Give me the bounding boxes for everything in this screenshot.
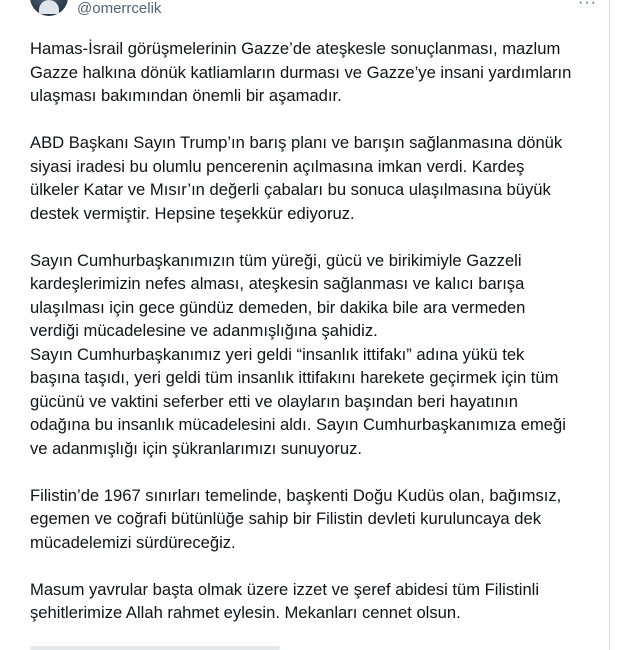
text-line: egemen ve coğrafi bütünlüğe sahip bir Filistin devleti kuruluncaya dek — [30, 509, 542, 528]
text-line: Hamas-İsrail görüşmelerinin Gazze’de ateşkesle sonuçlanması, mazlum — [30, 39, 561, 58]
paragraph-2 — [30, 131, 598, 225]
text-line: kardeşlerimizin nefes alması, ateşkesin sağlanması ve kalıcı barışa — [30, 274, 525, 293]
paragraph-5 — [30, 578, 598, 625]
text-line: Masum yavrular başta olmak üzere izzet ve şeref abidesi tüm Filistinli — [30, 579, 540, 599]
text-line: şehitlerimize Allah rahmet eylesin. Mekanları cennet olsun. — [30, 603, 461, 622]
text-line: gücünü ve vaktini seferber etti ve olayların başından beri hayatının — [30, 391, 518, 411]
text-line: ulaşılması için gece gündüz demeden, bir dakika bile ara vermeden — [30, 297, 526, 317]
post-timestamp-cutoff — [30, 646, 280, 650]
avatar[interactable] — [30, 0, 68, 16]
text-line: ülkeler Katar ve Mısır’ın değerli çabaları bu sonuca ulaşılmasına büyük — [30, 180, 551, 199]
text-line: ulaşması bakımından önemli bir aşamadır. — [30, 86, 342, 105]
text-line: Gazze halkına dönük katliamların durması ve Gazze’ye insani yardımların — [30, 62, 572, 82]
text-line: siyasi iradesi bu olumlu pencerenin açılmasına imkan verdi. Kardeş — [30, 156, 525, 176]
post-text — [30, 37, 598, 625]
text-line: Sayın Cumhurbaşkanımızın tüm yüreği, gücü ve birikimiyle Gazzeli — [30, 250, 522, 270]
paragraph-4 — [30, 484, 598, 555]
text-line: mücadelemizi sürdüreceğiz. — [30, 532, 236, 552]
text-line: destek vermiştir. Hepsine teşekkür ediyoruz. — [30, 203, 355, 223]
text-line: başına taşıdı, yeri geldi tüm insanlık ittifakını harekete geçirmek için tüm — [30, 368, 559, 387]
paragraph-3 — [30, 249, 598, 461]
text-line: odağına bu insanlık mücadelesini aldı. Sayın Cumhurbaşkanımıza emeği — [30, 415, 566, 434]
text-line: ABD Başkanı Sayın Trump’ın barış planı ve barışın sağlanmasına dönük — [30, 133, 563, 152]
text-line: Sayın Cumhurbaşkanımız yeri geldi “insanlık ittifakı” adına yükü tek — [30, 344, 525, 364]
post-header — [0, 0, 610, 22]
paragraph-1 — [30, 37, 598, 108]
text-line: Filistin’de 1967 sınırları temelinde, başkenti Doğu Kudüs olan, bağımsız, — [30, 485, 562, 505]
more-horizontal-icon[interactable]: ··· — [578, 0, 597, 11]
author-handle[interactable]: @omerrcelik — [77, 0, 162, 17]
text-line: ve adanmışlığı için şükranlarımızı sunuyoruz. — [30, 438, 363, 458]
text-line: verdiği mücadelesine ve adanmışlığına şahidiz. — [30, 321, 378, 340]
